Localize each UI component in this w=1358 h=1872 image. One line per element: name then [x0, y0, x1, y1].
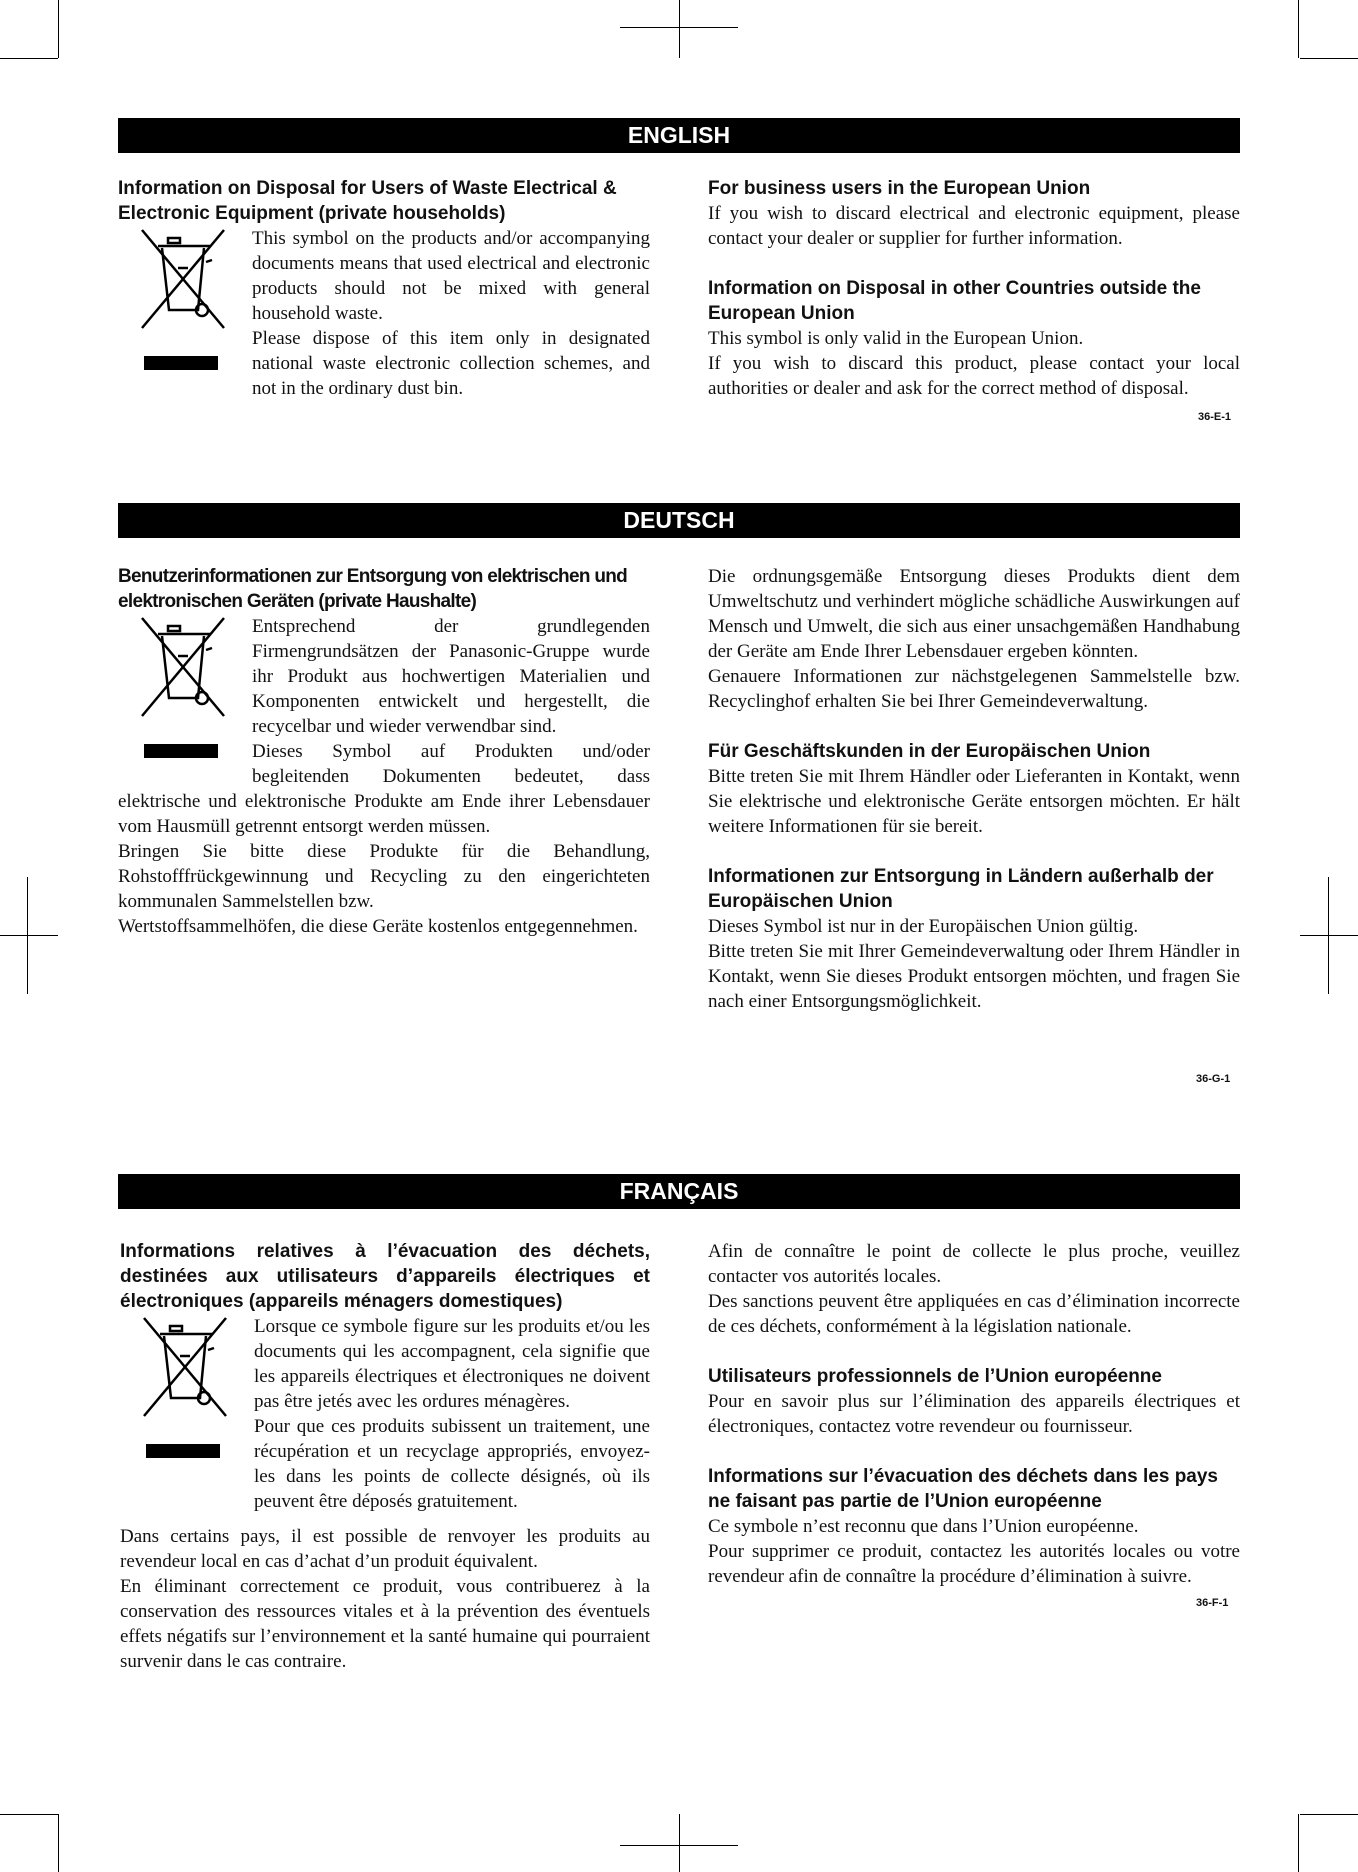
- crop-mark: [0, 1814, 58, 1815]
- francais-right-paragraph: Pour supprimer ce produit, contactez les autorités locales ou votre revendeur afin de connaître la procédure d’élimination à suivre.: [708, 1541, 1240, 1587]
- francais-right-paragraph: Pour en savoir plus sur l’élimination des appareils électriques et électroniques, contactez votre revendeur ou fournisseur.: [708, 1391, 1240, 1437]
- deutsch-right-paragraph: Bitte treten Sie mit Ihrem Händler oder Lieferanten in Kontakt, wenn Sie elektrische und elektronische Geräte entsorgen möchten. Er hält weitere Informationen für sie bereit.: [708, 766, 1240, 837]
- francais-right-heading: Informations sur l’évacuation des déchets dans les pays ne faisant pas partie de l’Union européenne: [708, 1466, 1219, 1512]
- registration-mark: [620, 1845, 738, 1846]
- registration-mark: [679, 1814, 680, 1872]
- crop-mark: [1298, 1814, 1299, 1872]
- francais-doc-code: 36-F-1: [1196, 1597, 1229, 1609]
- english-left-paragraph: Please dispose of this item only in designated national waste electronic collection schemes, and not in the ordinary dust bin.: [252, 328, 650, 399]
- francais-right-paragraph: Ce symbole n’est reconnu que dans l’Union européenne.: [708, 1516, 1139, 1537]
- english-right-heading: Information on Disposal in other Countries outside the European Union: [708, 278, 1201, 324]
- deutsch-doc-code: 36-G-1: [1196, 1073, 1231, 1085]
- francais-left-paragraph: Dans certains pays, il est possible de renvoyer les produits au revendeur local en cas d’achat d’un produit équivalent.: [120, 1526, 650, 1572]
- registration-mark: [0, 935, 58, 936]
- francais-left-column: [120, 1239, 650, 1674]
- deutsch-left-paragraph: Dieses Symbol auf Produkten und/oder begleitenden Dokumenten bedeutet, dass elektrische und elektronische Produkte am Ende ihrer Lebensdauer vom Hausmüll getrennt entsorgt werden müssen.: [118, 741, 650, 837]
- registration-mark: [1300, 935, 1358, 936]
- francais-left-paragraph: Lorsque ce symbole figure sur les produits et/ou les documents qui les accompagnent, cela signifie que les appareils électriques et électroniques ne doivent pas être jetés avec les ordures ménagères.: [254, 1316, 650, 1412]
- francais-left-paragraph: Pour que ces produits subissent un traitement, une récupération et un recyclage appropriés, envoyez-les dans les points de collecte désignés, où ils peuvent être déposés gratuitement.: [254, 1416, 650, 1512]
- deutsch-left-heading: Benutzerinformationen zur Entsorgung von elektrischen und elektronischen Geräten (private Haushalte): [118, 566, 628, 612]
- weee-crossed-bin-icon-svg: [142, 1316, 230, 1472]
- deutsch-right-paragraph: Die ordnungsgemäße Entsorgung dieses Produkts dient dem Umweltschutz und verhindert mögliche schädliche Auswirkungen auf Mensch und Umwelt, die sich aus einer unsachgemäßen Handhabung der Geräte am Ende Ihrer Lebensdauer ergeben könnten.: [708, 566, 1240, 662]
- english-right-heading: For business users in the European Union: [708, 178, 1091, 199]
- english-right-paragraph: If you wish to discard this product, please contact your local authorities or dealer and ask for the correct method of disposal.: [708, 353, 1240, 399]
- section-bar-francais: FRANÇAIS: [118, 1174, 1240, 1209]
- francais-right-paragraph: Afin de connaître le point de collecte le plus proche, veuillez contacter vos autorités locales.: [708, 1241, 1240, 1287]
- francais-right-column: [708, 1239, 1240, 1589]
- crop-mark: [1300, 1814, 1358, 1815]
- registration-mark: [1328, 877, 1329, 994]
- crop-mark: [58, 0, 59, 58]
- section-bar-deutsch: DEUTSCH: [118, 503, 1240, 538]
- registration-mark: [679, 0, 680, 58]
- section-bar-english: ENGLISH: [118, 118, 1240, 153]
- deutsch-right-paragraph: Bitte treten Sie mit Ihrer Gemeindeverwaltung oder Ihrem Händler in Kontakt, wenn Sie dieses Produkt entsorgen möchten, und fragen Sie nach einer Entsorgungsmöglichkeit.: [708, 941, 1240, 1012]
- francais-left-heading: Informations relatives à l’évacuation des déchets, destinées aux utilisateurs d’appareils électriques et électroniques (appareils ménagers domestiques): [120, 1241, 650, 1312]
- registration-mark: [27, 877, 28, 994]
- deutsch-left-column: [118, 564, 650, 939]
- deutsch-right-paragraph: Dieses Symbol ist nur in der Europäischen Union gültig.: [708, 916, 1139, 937]
- crop-mark: [1298, 0, 1299, 58]
- weee-crossed-bin-icon-svg: [140, 228, 228, 384]
- deutsch-left-paragraph: Wertstoffsammelhöfen, die diese Geräte kostenlos entgegennehmen.: [118, 916, 638, 937]
- english-right-column: [708, 176, 1240, 401]
- weee-crossed-bin-icon: [118, 226, 250, 386]
- deutsch-left-paragraph: Entsprechend der grundlegenden Firmengrundsätzen der Panasonic-Gruppe wurde ihr Produkt aus hochwertigen Materialien und Komponenten entwickelt und hergestellt, die recycelbar und wieder verwendbar sind.: [252, 616, 650, 737]
- english-left-paragraph: This symbol on the products and/or accompanying documents means that used electrical and electronic products should not be mixed with general household waste.: [252, 228, 650, 324]
- deutsch-right-heading: Informationen zur Entsorgung in Ländern außerhalb der Europäischen Union: [708, 866, 1214, 912]
- crop-mark: [0, 58, 58, 59]
- english-left-heading: Information on Disposal for Users of Waste Electrical & Electronic Equipment (private households): [118, 178, 617, 224]
- crop-mark: [1300, 58, 1358, 59]
- deutsch-right-heading: Für Geschäftskunden in der Europäischen Union: [708, 741, 1151, 762]
- english-right-paragraph: If you wish to discard electrical and electronic equipment, please contact your dealer or supplier for further information.: [708, 203, 1240, 249]
- registration-mark: [620, 27, 738, 28]
- francais-right-paragraph: Des sanctions peuvent être appliquées en cas d’élimination incorrecte de ces déchets, conformément à la législation nationale.: [708, 1291, 1240, 1337]
- english-doc-code: 36-E-1: [1198, 411, 1232, 423]
- deutsch-left-paragraph: Bringen Sie bitte diese Produkte für die Behandlung, Rohstofffrückgewinnung und Recycling zu den eingerichteten kommunalen Sammelstellen bzw.: [118, 841, 650, 912]
- weee-crossed-bin-icon: [118, 614, 250, 774]
- francais-left-paragraph: En éliminant correctement ce produit, vous contribuerez à la conservation des ressources vitales et à la prévention des éventuels effets négatifs sur l’environnement et la santé humaine qui pourraient survenir dans le cas contraire.: [120, 1576, 650, 1672]
- francais-right-heading: Utilisateurs professionnels de l’Union européenne: [708, 1366, 1162, 1387]
- weee-crossed-bin-icon: [120, 1314, 252, 1524]
- weee-crossed-bin-icon-svg: [140, 616, 228, 772]
- english-left-column: [118, 176, 650, 401]
- english-right-paragraph: This symbol is only valid in the European Union.: [708, 328, 1084, 349]
- deutsch-right-column: [708, 564, 1240, 1014]
- deutsch-right-paragraph: Genauere Informationen zur nächstgelegenen Sammelstelle bzw. Recyclinghof erhalten Sie bei Ihrer Gemeindeverwaltung.: [708, 666, 1240, 712]
- crop-mark: [58, 1814, 59, 1872]
